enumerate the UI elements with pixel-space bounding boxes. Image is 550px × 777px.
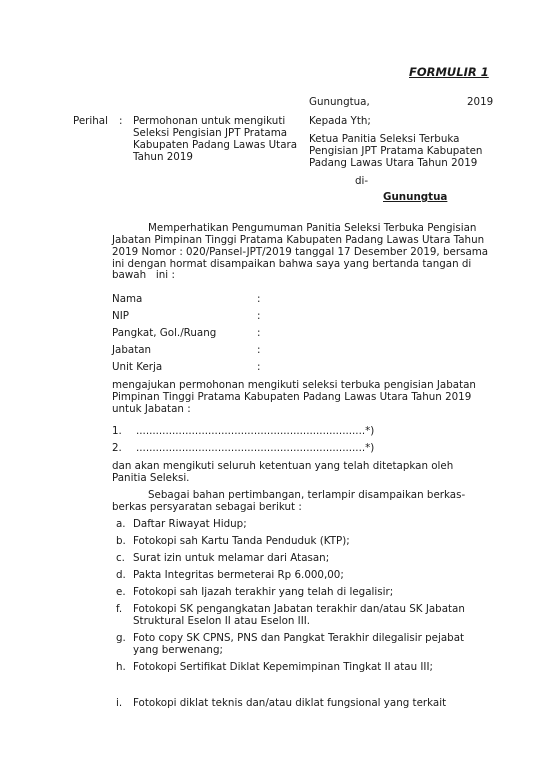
recipient-line: Padang Lawas Utara Tahun 2019 — [309, 157, 478, 169]
commit-line: dan akan mengikuti seluruh ketentuan yang telah ditetapkan oleh — [112, 460, 454, 472]
year: 2019 — [467, 96, 494, 108]
position-blank: ......................................................................*) — [136, 442, 375, 454]
consider-line: berkas persyaratan sebagai berikut : — [112, 501, 302, 513]
field-label-jabatan: Jabatan — [112, 344, 152, 356]
opening-line: ini dengan hormat disampaikan bahwa saya yang bertanda tangan di — [112, 258, 472, 270]
requirement-text: Pakta Integritas bermeterai Rp 6.000,00; — [133, 569, 344, 581]
opening-line: Jabatan Pimpinan Tinggi Pratama Kabupaten Padang Lawas Utara Tahun — [112, 234, 485, 246]
place: Gunungtua, — [309, 96, 370, 108]
opening-line: Memperhatikan Pengumuman Panitia Seleksi Terbuka Pengisian — [148, 222, 477, 234]
requirement-marker: e. — [116, 586, 126, 598]
perihal-label: Perihal — [73, 115, 108, 127]
requirement-marker: a. — [116, 518, 126, 530]
field-colon: : — [257, 310, 261, 322]
field-colon: : — [257, 293, 261, 305]
requirement-text: Fotokopi Sertifikat Diklat Kepemimpinan Tingkat II atau III; — [133, 661, 433, 673]
requirement-marker: g. — [116, 632, 126, 644]
consider-line: Sebagai bahan pertimbangan, terlampir disampaikan berkas- — [148, 489, 466, 501]
field-label-pangkat: Pangkat, Gol./Ruang — [112, 327, 217, 339]
field-label-nama: Nama — [112, 293, 143, 305]
requirement-marker: b. — [116, 535, 126, 547]
field-colon: : — [257, 361, 261, 373]
field-colon: : — [257, 327, 261, 339]
requirement-marker: d. — [116, 569, 126, 581]
requirement-text: Struktural Eselon II atau Eselon III. — [133, 615, 311, 627]
requirement-text: Surat izin untuk melamar dari Atasan; — [133, 552, 330, 564]
commit-line: Panitia Seleksi. — [112, 472, 190, 484]
position-number: 1. — [112, 425, 122, 437]
requirement-text: yang berwenang; — [133, 644, 223, 656]
requirement-marker: i. — [116, 697, 123, 709]
requirement-marker: f. — [116, 603, 123, 615]
recipient-city: Gunungtua — [383, 191, 448, 203]
requirement-marker: h. — [116, 661, 126, 673]
request-line: mengajukan permohonan mengikuti seleksi terbuka pengisian Jabatan — [112, 379, 476, 391]
field-label-unit-kerja: Unit Kerja — [112, 361, 163, 373]
perihal-line: Kabupaten Padang Lawas Utara — [133, 139, 298, 151]
requirement-text: Daftar Riwayat Hidup; — [133, 518, 247, 530]
perihal-line: Permohonan untuk mengikuti — [133, 115, 286, 127]
recipient-line: Ketua Panitia Seleksi Terbuka — [309, 133, 460, 145]
requirement-text: Fotokopi sah Ijazah terakhir yang telah di legalisir; — [133, 586, 394, 598]
form-title: FORMULIR 1 — [409, 65, 489, 79]
recipient-greeting: Kepada Yth; — [309, 115, 371, 127]
requirement-text: Fotokopi diklat teknis dan/atau diklat fungsional yang terkait — [133, 697, 447, 709]
position-number: 2. — [112, 442, 122, 454]
requirement-text: Fotokopi sah Kartu Tanda Penduduk (KTP); — [133, 535, 350, 547]
opening-line: 2019 Nomor : 020/Pansel-JPT/2019 tanggal 17 Desember 2019, bersama — [112, 246, 489, 258]
position-blank: ......................................................................*) — [136, 425, 375, 437]
recipient-di: di- — [355, 175, 369, 187]
field-label-nip: NIP — [112, 310, 129, 322]
recipient-line: Pengisian JPT Pratama Kabupaten — [309, 145, 483, 157]
requirement-text: Fotokopi SK pengangkatan Jabatan terakhir dan/atau SK Jabatan — [133, 603, 465, 615]
perihal-line: Seleksi Pengisian JPT Pratama — [133, 127, 288, 139]
requirement-text: Foto copy SK CPNS, PNS dan Pangkat Terakhir dilegalisir pejabat — [133, 632, 465, 644]
perihal-line: Tahun 2019 — [133, 151, 193, 163]
opening-line: bawah ini : — [112, 269, 175, 281]
field-colon: : — [257, 344, 261, 356]
request-line: Pimpinan Tinggi Pratama Kabupaten Padang Lawas Utara Tahun 2019 — [112, 391, 472, 403]
perihal-colon: : — [119, 115, 123, 127]
requirement-marker: c. — [116, 552, 125, 564]
request-line: untuk Jabatan : — [112, 403, 191, 415]
